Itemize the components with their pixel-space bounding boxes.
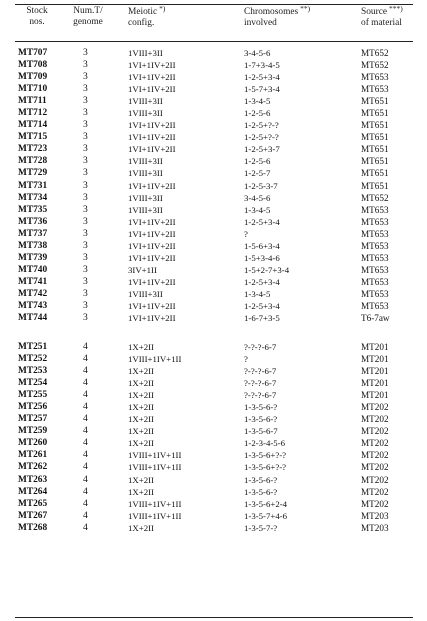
source-cell: MT201 [361, 366, 389, 377]
config-cell: 3IV+1II [128, 264, 157, 275]
table-row [0, 83, 427, 95]
table-row [0, 312, 427, 324]
table-row [0, 276, 427, 288]
num-cell: 4 [83, 497, 88, 509]
chromosomes-cell: 1-2-5+?-? [244, 120, 279, 131]
stock-cell: MT262 [18, 462, 48, 473]
source-cell: MT652 [361, 60, 389, 71]
source-cell: MT653 [361, 216, 389, 227]
table-top-rule [15, 4, 413, 5]
source-cell: MT202 [361, 498, 389, 509]
num-cell: 4 [83, 425, 88, 437]
table-row [0, 240, 427, 252]
table-row [0, 486, 427, 498]
table-row [0, 216, 427, 228]
table-row [0, 474, 427, 486]
source-cell: MT202 [361, 402, 389, 413]
chromosomes-cell: 1-2-5+3-4 [244, 72, 280, 83]
chromosomes-cell: 3-4-5-6 [244, 48, 271, 58]
chromosomes-cell: 1-3-5-6-7 [244, 426, 278, 437]
stock-cell: MT710 [18, 84, 48, 95]
chromosomes-cell: 3-4-5-6 [244, 192, 271, 203]
source-cell: MT652 [361, 48, 389, 58]
stock-cell: MT252 [18, 354, 48, 365]
table-row [0, 143, 427, 155]
config-cell: 1VIII+3II [128, 108, 163, 119]
chromosomes-cell: 1-3-5-6+?-? [244, 450, 287, 461]
table-bottom-rule [15, 617, 413, 618]
table-row [0, 131, 427, 143]
table-row [0, 180, 427, 192]
num-cell: 3 [83, 299, 88, 311]
chromosomes-cell: 1-3-5-6-? [244, 414, 278, 425]
table-row [0, 167, 427, 179]
config-cell: 1VIII+3II [128, 168, 163, 179]
config-cell: 1X+2II [128, 378, 154, 389]
source-cell: MT653 [361, 288, 389, 299]
table-row [0, 107, 427, 119]
num-cell: 3 [83, 203, 88, 215]
table-row [0, 341, 427, 353]
table-row [0, 449, 427, 461]
chromosomes-cell: 1-2-5+3-4 [244, 276, 280, 287]
num-cell: 3 [83, 107, 88, 119]
num-cell: 3 [83, 71, 88, 83]
table-row [0, 288, 427, 300]
table-row [0, 300, 427, 312]
chromosomes-cell: 1-3-5-6+2-4 [244, 498, 288, 509]
stock-cell: MT261 [18, 450, 48, 461]
num-cell: 3 [83, 59, 88, 71]
table-row [0, 95, 427, 107]
stock-cell: MT263 [18, 474, 48, 485]
stock-cell: MT709 [18, 72, 48, 83]
config-cell: 1VI+1IV+2II [128, 84, 176, 95]
chromosomes-cell: 1-5+2-7+3-4 [244, 264, 290, 275]
config-cell: 1VIII+1IV+1II [128, 462, 182, 473]
source-cell: MT202 [361, 414, 389, 425]
stock-cell: MT734 [18, 192, 48, 203]
table-row [0, 461, 427, 473]
chromosomes-cell: 1-2-5-7 [244, 168, 271, 179]
num-cell: 4 [83, 377, 88, 389]
table-row [0, 155, 427, 167]
stock-cell: MT259 [18, 426, 48, 437]
table-row [0, 425, 427, 437]
chromosomes-cell: 1-2-3-4-5-6 [244, 438, 286, 449]
source-cell: MT202 [361, 426, 389, 437]
chromosomes-cell: 1-3-5-6-? [244, 474, 278, 485]
config-cell: 1VI+1IV+2II [128, 276, 176, 287]
config-cell: 1VIII+3II [128, 192, 163, 203]
header-chromosomes: Chromosomes **) involved [244, 4, 311, 28]
config-cell: 1VI+1IV+2II [128, 300, 176, 311]
stock-cell: MT265 [18, 498, 48, 509]
num-cell: 4 [83, 485, 88, 497]
source-cell: MT201 [361, 342, 389, 352]
header-num-genome: Num.T/ genome [73, 6, 103, 27]
chromosomes-cell: ?-?-?-6-7 [244, 342, 277, 352]
chromosomes-cell: ?-?-?-6-7 [244, 366, 277, 377]
table-row [0, 510, 427, 522]
source-cell: MT653 [361, 240, 389, 251]
stock-cell: MT729 [18, 168, 48, 179]
config-cell: 1X+2II [128, 402, 154, 413]
stock-cell: MT744 [18, 313, 48, 324]
stock-cell: MT711 [18, 96, 47, 107]
num-cell: 3 [83, 191, 88, 203]
num-cell: 3 [83, 239, 88, 251]
source-cell: MT202 [361, 450, 389, 461]
num-cell: 4 [83, 473, 88, 485]
num-cell: 4 [83, 521, 88, 533]
config-cell: 1VIII+3II [128, 204, 163, 215]
stock-cell: MT736 [18, 216, 48, 227]
stock-cell: MT723 [18, 144, 48, 155]
stock-cell: MT740 [18, 264, 48, 275]
source-cell: MT202 [361, 462, 389, 473]
table-row [0, 119, 427, 131]
footnote-mark: *) [159, 4, 166, 13]
source-cell: MT651 [361, 120, 389, 131]
config-cell: 1VIII+1IV+1II [128, 498, 182, 509]
config-cell: 1X+2II [128, 390, 154, 401]
table-row [0, 389, 427, 401]
table-row [0, 522, 427, 534]
table-row [0, 71, 427, 83]
stock-cell: MT735 [18, 204, 48, 215]
source-cell: MT651 [361, 156, 389, 167]
num-cell: 4 [83, 365, 88, 377]
num-cell: 3 [83, 287, 88, 299]
num-cell: 4 [83, 353, 88, 365]
config-cell: 1X+2II [128, 522, 154, 533]
chromosomes-cell: 1-5-7+3-4 [244, 84, 280, 95]
source-cell: MT203 [361, 510, 389, 521]
config-cell: 1X+2II [128, 366, 154, 377]
source-cell: MT201 [361, 390, 389, 401]
config-cell: 1VI+1IV+2II [128, 252, 176, 263]
stock-cell: MT256 [18, 402, 48, 413]
table-row [0, 353, 427, 365]
config-cell: 1VIII+1IV+1II [128, 510, 182, 521]
chromosomes-cell: ?-?-?-6-7 [244, 390, 277, 401]
chromosomes-cell: 1-3-4-5 [244, 96, 271, 107]
config-cell: 1VI+1IV+2II [128, 216, 176, 227]
num-cell: 3 [83, 312, 88, 324]
num-cell: 3 [83, 131, 88, 143]
stock-cell: MT257 [18, 414, 48, 425]
source-cell: MT201 [361, 354, 389, 365]
group-3-translocations [0, 47, 427, 324]
stock-cell: MT715 [18, 132, 48, 143]
num-cell: 4 [83, 461, 88, 473]
source-cell: MT653 [361, 300, 389, 311]
chromosomes-cell: 1-2-5+?-? [244, 132, 279, 143]
config-cell: 1X+2II [128, 486, 154, 497]
num-cell: 4 [83, 449, 88, 461]
config-cell: 1X+2II [128, 426, 154, 437]
chromosomes-cell: 1-2-5+3-4 [244, 300, 280, 311]
num-cell: 4 [83, 341, 88, 352]
chromosomes-cell: 1-2-5-6 [244, 156, 271, 167]
source-cell: MT651 [361, 96, 389, 107]
table-row [0, 59, 427, 71]
chromosomes-cell: 1-3-5-6-? [244, 486, 278, 497]
stock-cell: MT267 [18, 510, 48, 521]
config-cell: 1VIII+3II [128, 288, 163, 299]
table-row [0, 437, 427, 449]
source-cell: T6-7aw [361, 313, 390, 324]
chromosomes-cell: 1-2-5+3-4 [244, 216, 280, 227]
chromosomes-cell: 1-6-7+3-5 [244, 313, 280, 324]
num-cell: 4 [83, 437, 88, 449]
chromosomes-cell: 1-7+3-4-5 [244, 60, 280, 71]
chromosomes-cell: 1-3-4-5 [244, 288, 271, 299]
footnote-mark: ***) [389, 4, 403, 13]
config-cell: 1VIII+3II [128, 96, 163, 107]
num-cell: 3 [83, 227, 88, 239]
source-cell: MT653 [361, 264, 389, 275]
chromosomes-cell: 1-3-5-6+?-? [244, 462, 287, 473]
stock-cell: MT260 [18, 438, 48, 449]
num-cell: 4 [83, 413, 88, 425]
source-cell: MT202 [361, 438, 389, 449]
stock-cell: MT739 [18, 252, 48, 263]
stock-cell: MT731 [18, 180, 48, 191]
source-cell: MT653 [361, 276, 389, 287]
chromosomes-cell: 1-2-5+3-7 [244, 144, 280, 155]
stock-cell: MT268 [18, 522, 48, 533]
stock-cell: MT714 [18, 120, 48, 131]
num-cell: 3 [83, 251, 88, 263]
chromosomes-cell: ? [244, 228, 248, 239]
config-cell: 1VIII+1IV+1II [128, 450, 182, 461]
stock-cell: MT728 [18, 156, 48, 167]
stock-cell: MT737 [18, 228, 48, 239]
stock-cell: MT254 [18, 378, 48, 389]
source-cell: MT201 [361, 378, 389, 389]
source-cell: MT651 [361, 132, 389, 143]
source-cell: MT651 [361, 144, 389, 155]
num-cell: 4 [83, 401, 88, 413]
stock-cell: MT742 [18, 288, 48, 299]
source-cell: MT653 [361, 84, 389, 95]
chromosomes-cell: 1-3-5-7-? [244, 522, 278, 533]
table-row [0, 401, 427, 413]
num-cell: 3 [83, 95, 88, 107]
source-cell: MT202 [361, 486, 389, 497]
num-cell: 3 [83, 215, 88, 227]
table-row [0, 252, 427, 264]
config-cell: 1VIII+3II [128, 48, 163, 58]
config-cell: 1VI+1IV+2II [128, 120, 176, 131]
num-cell: 4 [83, 389, 88, 401]
chromosomes-cell: 1-3-5-6-? [244, 402, 278, 413]
chromosomes-cell: 1-5+3-4-6 [244, 252, 280, 263]
config-cell: 1VI+1IV+2II [128, 228, 176, 239]
source-cell: MT653 [361, 72, 389, 83]
source-cell: MT652 [361, 192, 389, 203]
config-cell: 1VIII+1IV+1II [128, 354, 182, 365]
config-cell: 1VI+1IV+2II [128, 132, 176, 143]
config-cell: 1VI+1IV+2II [128, 72, 176, 83]
stock-cell: MT255 [18, 390, 48, 401]
num-cell: 3 [83, 119, 88, 131]
table-row [0, 47, 427, 59]
chromosomes-cell: ? [244, 354, 248, 365]
stock-cell: MT251 [18, 342, 48, 352]
source-cell: MT202 [361, 474, 389, 485]
chromosomes-cell: ?-?-?-6-7 [244, 378, 277, 389]
table-row [0, 498, 427, 510]
stock-cell: MT738 [18, 240, 48, 251]
table-row [0, 377, 427, 389]
header-source: Source ***) of material [361, 4, 403, 28]
chromosomes-cell: 1-5-6+3-4 [244, 240, 280, 251]
chromosomes-cell: 1-3-5-7+4-6 [244, 510, 288, 521]
table-row [0, 204, 427, 216]
table-row [0, 264, 427, 276]
source-cell: MT653 [361, 252, 389, 263]
num-cell: 3 [83, 83, 88, 95]
num-cell: 3 [83, 179, 88, 191]
footnote-mark: **) [300, 4, 311, 13]
header-stock: Stock nos. [26, 6, 48, 27]
header-bottom-rule [15, 41, 413, 42]
table-row [0, 413, 427, 425]
config-cell: 1VI+1IV+2II [128, 313, 176, 324]
source-cell: MT651 [361, 168, 389, 179]
config-cell: 1X+2II [128, 414, 154, 425]
stock-cell: MT707 [18, 48, 48, 58]
num-cell: 3 [83, 47, 88, 58]
num-cell: 3 [83, 167, 88, 179]
stock-cell: MT743 [18, 300, 48, 311]
table-row [0, 228, 427, 240]
config-cell: 1VI+1IV+2II [128, 180, 176, 191]
stock-cell: MT264 [18, 486, 48, 497]
header-meiotic-config: Meiotic *) config. [128, 4, 166, 28]
chromosomes-cell: 1-2-5-3-7 [244, 180, 278, 191]
table-row [0, 192, 427, 204]
source-cell: MT203 [361, 522, 389, 533]
chromosomes-cell: 1-2-5-6 [244, 108, 271, 119]
table-row [0, 365, 427, 377]
config-cell: 1VI+1IV+2II [128, 240, 176, 251]
source-cell: MT653 [361, 228, 389, 239]
source-cell: MT651 [361, 108, 389, 119]
config-cell: 1X+2II [128, 438, 154, 449]
stock-cell: MT712 [18, 108, 48, 119]
config-cell: 1VI+1IV+2II [128, 144, 176, 155]
config-cell: 1X+2II [128, 474, 154, 485]
num-cell: 3 [83, 155, 88, 167]
config-cell: 1X+2II [128, 342, 154, 352]
num-cell: 4 [83, 509, 88, 521]
num-cell: 3 [83, 143, 88, 155]
config-cell: 1VI+1IV+2II [128, 60, 176, 71]
source-cell: MT653 [361, 204, 389, 215]
config-cell: 1VIII+3II [128, 156, 163, 167]
num-cell: 3 [83, 263, 88, 275]
num-cell: 3 [83, 275, 88, 287]
stock-cell: MT253 [18, 366, 48, 377]
stock-cell: MT708 [18, 60, 48, 71]
group-4-translocations [0, 341, 427, 534]
source-cell: MT651 [361, 180, 389, 191]
chromosomes-cell: 1-3-4-5 [244, 204, 271, 215]
stock-cell: MT741 [18, 276, 48, 287]
